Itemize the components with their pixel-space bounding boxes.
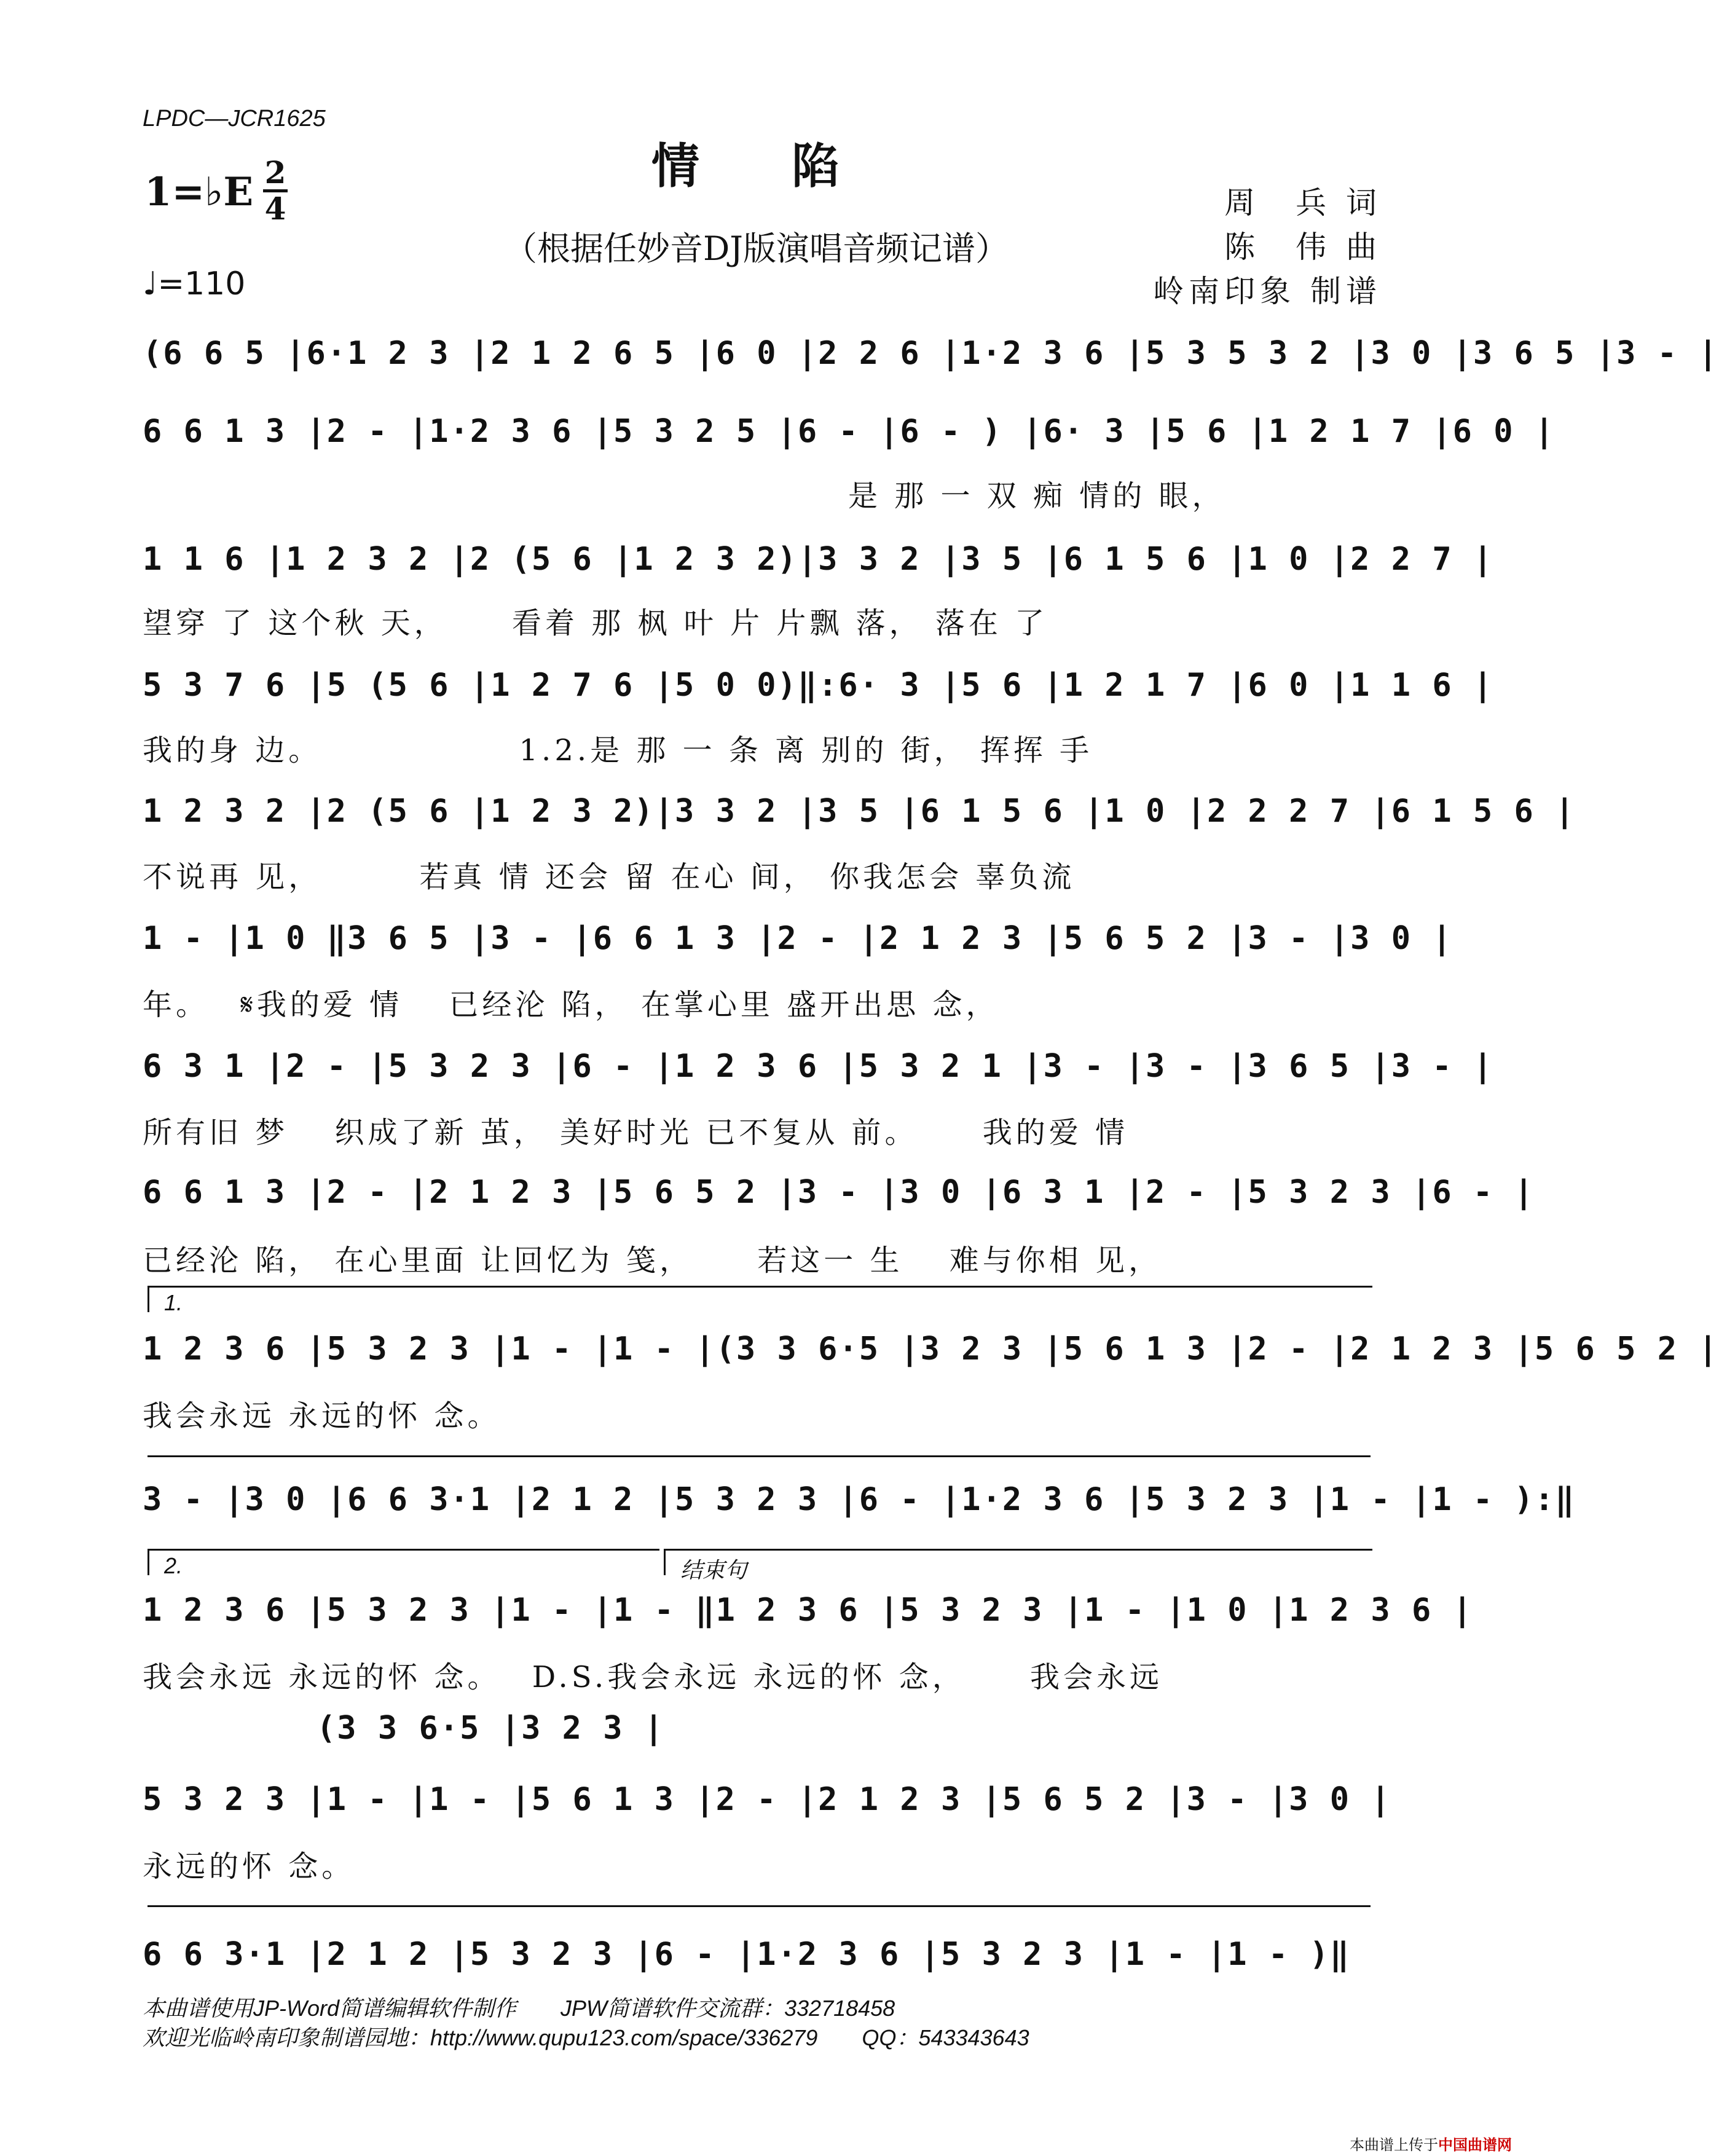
score-code: LPDC—JCR1625 (143, 106, 326, 132)
ending-bracket: 结束句 (664, 1549, 1372, 1575)
time-top: 2 (264, 154, 286, 191)
notation-row-11: 1 2 3 6 |5 3 2 3 |1 - |1 - ‖1 2 3 6 |5 3 2 3 |1 - |1 0 |1 2 3 6 | (143, 1592, 1473, 1629)
composer-credit: 陈 伟 曲 (1224, 229, 1382, 265)
lyric-row-8: 已经沦 陷， 在心里面 让回忆为 笺， 若这一 生 难与你相 见， (143, 1243, 1162, 1278)
lyric-row-11: 我会永远 永远的怀 念。 D.S.我会永远 永远的怀 念， 我会永远 (143, 1660, 1163, 1694)
lyric-row-4: 我的身 边。 1.2.是 那 一 条 离 别的 街， 挥挥 手 (143, 733, 1093, 768)
continuation-line (148, 1455, 1371, 1457)
arranger-credit: 岭南印象 制谱 (1153, 273, 1382, 309)
lyric-row-3: 望穿 了 这个秋 天， 看着 那 枫 叶 片 片飘 落， 落在 了 (143, 606, 1048, 640)
notation-row-10: 3 - |3 0 |6 6 3·1 |2 1 2 |5 3 2 3 |6 - |1·2 3 6 |5 3 2 3 |1 - |1 - ):‖ (143, 1481, 1576, 1518)
notation-row-13: 5 3 2 3 |1 - |1 - |5 6 1 3 |2 - |2 1 2 3 |5 6 5 2 |3 - |3 0 | (143, 1781, 1391, 1818)
song-subtitle: （根据任妙音DJ版演唱音频记谱） (504, 229, 1009, 268)
lyric-row-6: 年。 𝄋我的爱 情 已经沦 陷， 在掌心里 盛开出思 念， (143, 988, 999, 1022)
lyricist-credit: 周 兵 词 (1224, 185, 1382, 221)
lyric-row-13: 永远的怀 念。 (143, 1849, 355, 1884)
volta-first: 1. (148, 1286, 1372, 1312)
lyric-row-7: 所有旧 梦 织成了新 茧， 美好时光 已不复从 前。 我的爱 情 (143, 1115, 1129, 1150)
upload-credit: 本曲谱上传于中国曲谱网 (1350, 2136, 1512, 2154)
footer-line-1: 本曲谱使用JP-Word简谱编辑软件制作 JPW简谱软件交流群：332718458 (143, 1996, 895, 2021)
time-bottom: 4 (264, 191, 286, 227)
time-signature (263, 154, 288, 227)
notation-row-7: 6 3 1 |2 - |5 3 2 3 |6 - |1 2 3 6 |5 3 2 1 |3 - |3 - |3 6 5 |3 - | (143, 1048, 1494, 1085)
song-title: 情陷 (651, 138, 932, 194)
notation-row-12: (3 3 6·5 |3 2 3 | (317, 1710, 665, 1747)
notation-row-9: 1 2 3 6 |5 3 2 3 |1 - |1 - |(3 3 6·5 |3 2 3 |5 6 1 3 |2 - |2 1 2 3 |5 6 5 2 | (143, 1331, 1719, 1367)
site-name: 中国曲谱网 (1438, 2136, 1512, 2154)
continuation-line-2 (148, 1905, 1371, 1907)
notation-row-5: 1 2 3 2 |2 (5 6 |1 2 3 2)|3 3 2 |3 5 |6 1 5 6 |1 0 |2 2 2 7 |6 1 5 6 | (143, 793, 1576, 830)
lyric-row-2: 是 那 一 双 痴 情的 眼， (848, 479, 1225, 513)
notation-row-14: 6 6 3·1 |2 1 2 |5 3 2 3 |6 - |1·2 3 6 |5 3 2 3 |1 - |1 - )‖ (143, 1936, 1351, 1973)
lyric-row-5: 不说再 见， 若真 情 还会 留 在心 间， 你我怎会 辜负流 (143, 860, 1076, 894)
notation-row-8: 6 6 1 3 |2 - |2 1 2 3 |5 6 5 2 |3 - |3 0 |6 3 1 |2 - |5 3 2 3 |6 - | (143, 1174, 1535, 1211)
key-signature: 1=♭E (144, 169, 254, 215)
notation-row-3: 1 1 6 |1 2 3 2 |2 (5 6 |1 2 3 2)|3 3 2 |3 5 |6 1 5 6 |1 0 |2 2 7 | (143, 541, 1494, 578)
volta-second: 2. (148, 1549, 659, 1575)
tempo-marking: ♩=110 (143, 266, 246, 302)
notation-row-1: (6 6 5 |6·1 2 3 |2 1 2 6 5 |6 0 |2 2 6 |1·2 3 6 |5 3 5 3 2 |3 0 |3 6 5 |3 - | (143, 335, 1719, 372)
lyric-row-9: 我会永远 永远的怀 念。 (143, 1399, 501, 1433)
notation-row-2: 6 6 1 3 |2 - |1·2 3 6 |5 3 2 5 |6 - |6 - ) |6· 3 |5 6 |1 2 1 7 |6 0 | (143, 413, 1556, 450)
notation-row-6: 1 - |1 0 ‖3 6 5 |3 - |6 6 1 3 |2 - |2 1 2 3 |5 6 5 2 |3 - |3 0 | (143, 920, 1453, 957)
footer-line-2: 欢迎光临岭南印象制谱园地：http://www.qupu123.com/space/336279 QQ：543343643 (143, 2025, 1029, 2050)
notation-row-4: 5 3 7 6 |5 (5 6 |1 2 7 6 |5 0 0)‖:6· 3 |5 6 |1 2 1 7 |6 0 |1 1 6 | (143, 667, 1494, 704)
